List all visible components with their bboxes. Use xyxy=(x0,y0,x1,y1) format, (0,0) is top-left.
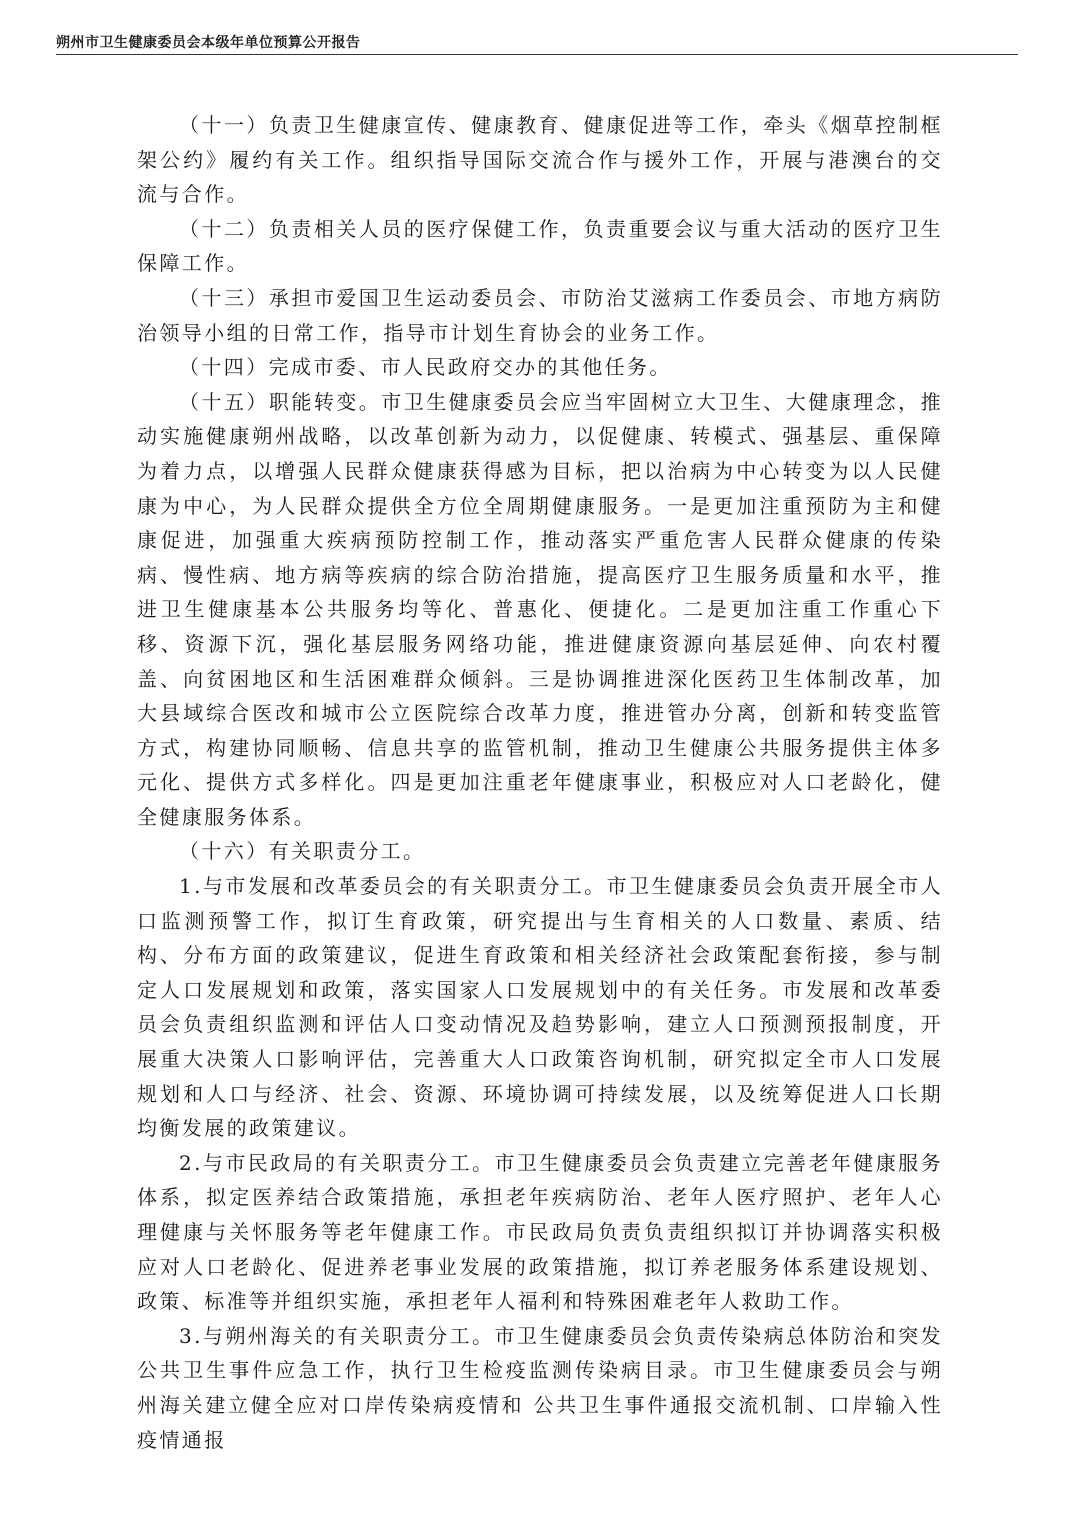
paragraph-16: （十六）有关职责分工。 xyxy=(179,839,426,864)
paragraph-16-2: 2.与市民政局的有关职责分工。市卫生健康委员会负责建立完善老年健康服务体系，拟定医养结合政策措施，承担老年疾病防治、老年人医疗照护、老年人心理健康与关怀服务等老年健康工作。市民政局负责负责组织拟订并协调落实积极应对人口老龄化、促进养老事业发展的政策措施，拟订养老服务体系建设规划、政策、标准等并组织实施，承担老年人福利和特殊困难老年人救助工作。 xyxy=(137,1150,943,1314)
paragraph-11: （十一）负责卫生健康宣传、健康教育、健康促进等工作，牵头《烟草控制框架公约》履约有关工作。组织指导国际交流合作与援外工作，开展与港澳台的交流与合作。 xyxy=(137,113,943,207)
paragraph-15: （十五）职能转变。市卫生健康委员会应当牢固树立大卫生、大健康理念，推动实施健康朔州战略，以改革创新为动力，以促健康、转模式、强基层、重保障为着力点，以增强人民群众健康获得感为目标，把以治病为中心转变为以人民健康为中心，为人民群众提供全方位全周期健康服务。一是更加注重预防为主和健康促进，加强重大疾病预防控制工作，推动落实严重危害人民群众健康的传染病、慢性病、地方病等疾病的综合防治措施，提高医疗卫生服务质量和水平，推进卫生健康基本公共服务均等化、普惠化、便捷化。二是更加注重工作重心下移、资源下沉，强化基层服务网络功能，推进健康资源向基层延伸、向农村覆盖、向贫困地区和生活困难群众倾斜。三是协调推进深化医药卫生体制改革，加大县域综合医改和城市公立医院综合改革力度，推进管办分离，创新和转变监管方式，构建协同顺畅、信息共享的监管机制，推动卫生健康公共服务提供主体多元化、提供方式多样化。四是更加注重老年健康事业，积极应对人口老龄化，健全健康服务体系。 xyxy=(137,389,943,829)
paragraph-16-1: 1.与市发展和改革委员会的有关职责分工。市卫生健康委员会负责开展全市人口监测预警工作，拟订生育政策，研究提出与生育相关的人口数量、素质、结构、分布方面的政策建议，促进生育政策和相关经济社会政策配套衔接，参与制定人口发展规划和政策，落实国家人口发展规划中的有关任务。市发展和改革委员会负责组织监测和评估人口变动情况及趋势影响，建立人口预测预报制度，开展重大决策人口影响评估，完善重大人口政策咨询机制，研究拟定全市人口发展规划和人口与经济、社会、资源、环境协调可持续发展，以及统筹促进人口长期均衡发展的政策建议。 xyxy=(137,874,943,1141)
document-body xyxy=(137,108,943,1457)
paragraph-12: （十二）负责相关人员的医疗保健工作，负责重要会议与重大活动的医疗卫生保障工作。 xyxy=(137,216,943,276)
paragraph-16-3: 3.与朔州海关的有关职责分工。市卫生健康委员会负责传染病总体防治和突发公共卫生事件应急工作，执行卫生检疫监测传染病目录。市卫生健康委员会与朔州海关建立健全应对口岸传染病疫情和 公共卫生事件通报交流机制、口岸输入性疫情通报 xyxy=(137,1323,943,1452)
page-header xyxy=(56,30,1018,55)
paragraph-13: （十三）承担市爱国卫生运动委员会、市防治艾滋病工作委员会、市地方病防治领导小组的日常工作，指导市计划生育协会的业务工作。 xyxy=(137,285,943,345)
paragraph-14: （十四）完成市委、市人民政府交办的其他任务。 xyxy=(179,355,672,380)
document-header-title: 朔州市卫生健康委员会本级年单位预算公开报告 xyxy=(56,35,361,51)
